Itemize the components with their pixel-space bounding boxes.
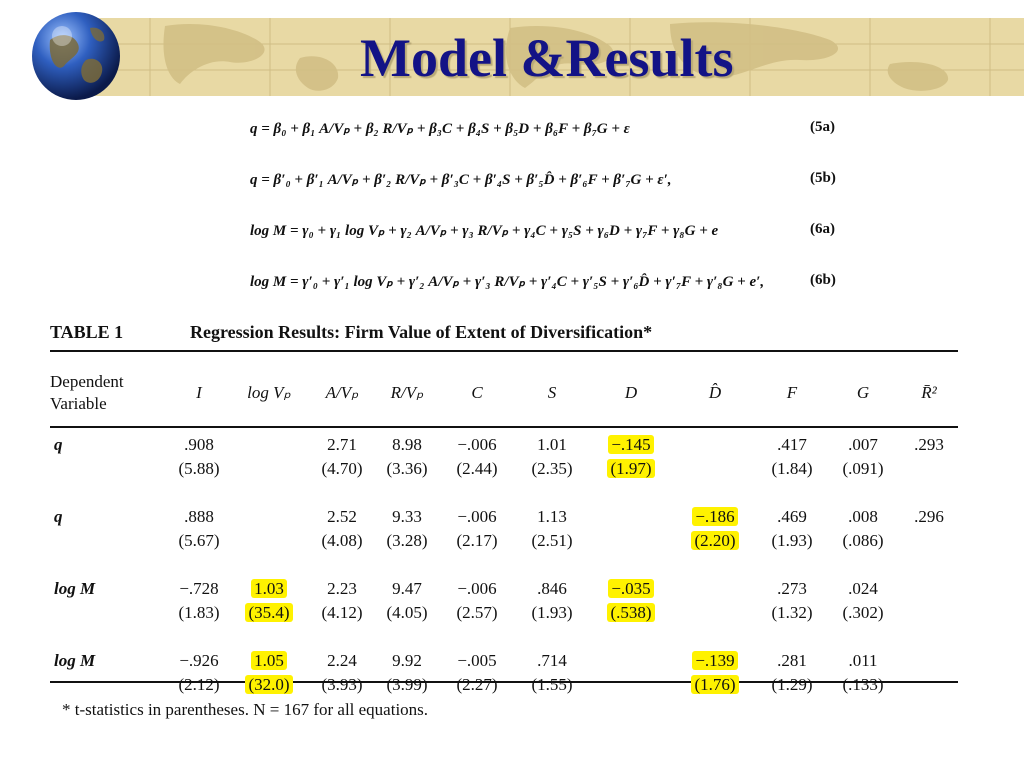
cell-value: 2.24 xyxy=(327,651,357,670)
table-caption: Regression Results: Firm Value of Extent of Diversification* xyxy=(190,322,653,342)
cell-value: 2.23 xyxy=(327,579,357,598)
tstat-cell xyxy=(516,673,588,697)
dependent-variable-cell: q xyxy=(54,507,63,526)
table-row-tstats xyxy=(50,457,960,481)
cell-value: 1.13 xyxy=(537,507,567,526)
tstat-cell xyxy=(828,673,898,697)
equation-5a xyxy=(240,105,850,156)
header-dependent-variable xyxy=(50,363,168,423)
coefficient-cell xyxy=(168,639,230,673)
tstat-cell xyxy=(898,673,960,697)
tstat-cell xyxy=(588,673,674,697)
dependent-variable-cell xyxy=(50,601,168,625)
tstat-cell xyxy=(438,601,516,625)
cell-value: (3.36) xyxy=(386,459,428,478)
slide-header xyxy=(0,0,1024,100)
coefficient-cell xyxy=(438,423,516,457)
tstat-cell xyxy=(308,457,376,481)
cell-value: (3.99) xyxy=(386,675,428,694)
cell-value: −.186 xyxy=(692,507,737,526)
coefficient-cell xyxy=(308,567,376,601)
coefficient-cell xyxy=(376,423,438,457)
tstat-cell xyxy=(230,457,308,481)
tstat-cell xyxy=(516,457,588,481)
header-label: R̄² xyxy=(921,383,937,402)
coefficient-cell xyxy=(756,423,828,457)
coefficient-cell xyxy=(230,639,308,673)
table-row-coefficients xyxy=(50,495,960,529)
cell-value: (2.57) xyxy=(456,603,498,622)
header-dv-line1: Dependent xyxy=(50,372,124,391)
tstat-cell xyxy=(674,673,756,697)
coefficient-cell xyxy=(898,423,960,457)
header-col xyxy=(828,363,898,423)
coefficient-cell xyxy=(308,639,376,673)
table-row-tstats xyxy=(50,601,960,625)
header-label: D xyxy=(624,383,638,402)
tstat-cell xyxy=(756,529,828,553)
model-equations xyxy=(240,105,850,309)
cell-value: (.538) xyxy=(607,603,654,622)
cell-value: (32.0) xyxy=(245,675,292,694)
cell-value: 8.98 xyxy=(392,435,422,454)
tstat-cell xyxy=(674,457,756,481)
dependent-variable-cell: q xyxy=(54,435,63,454)
header-label: A/Vₚ xyxy=(325,383,359,402)
equation-5b xyxy=(240,156,850,207)
cell-value: (1.55) xyxy=(531,675,573,694)
coefficient-cell xyxy=(756,639,828,673)
cell-value: −.005 xyxy=(457,651,497,670)
tstat-cell xyxy=(828,529,898,553)
cell-value: (.133) xyxy=(842,675,884,694)
cell-value: 9.47 xyxy=(392,579,422,598)
tstat-cell xyxy=(230,601,308,625)
tstat-cell xyxy=(898,457,960,481)
table-title xyxy=(50,322,652,343)
coefficient-cell xyxy=(308,495,376,529)
header-col xyxy=(230,363,308,423)
tstat-cell xyxy=(516,601,588,625)
tstat-cell xyxy=(588,601,674,625)
cell-value: .011 xyxy=(848,651,878,670)
dependent-variable-cell xyxy=(50,673,168,697)
tstat-cell xyxy=(588,457,674,481)
table-label: TABLE 1 xyxy=(50,322,124,342)
header-col xyxy=(588,363,674,423)
tstat-cell xyxy=(376,457,438,481)
header-col xyxy=(674,363,756,423)
table-row-coefficients xyxy=(50,567,960,601)
table-footnote: * t-statistics in parentheses. N = 167 for all equations. xyxy=(62,700,429,719)
tstat-cell xyxy=(898,529,960,553)
tstat-cell xyxy=(438,673,516,697)
equation-number: (6b) xyxy=(810,272,836,288)
coefficient-cell xyxy=(230,423,308,457)
equation-text: log M = γ₀ + γ₁ log Vₚ + γ₂ A/Vₚ + γ₃ R/Vₚ + γ₄C + γ₅S + γ₆D + γ₇F + γ₈G + e xyxy=(250,223,719,239)
cell-value: 9.33 xyxy=(392,507,422,526)
table-row-tstats xyxy=(50,529,960,553)
cell-value: .024 xyxy=(848,579,878,598)
header-col xyxy=(308,363,376,423)
cell-value: (1.93) xyxy=(531,603,573,622)
tstat-cell xyxy=(516,529,588,553)
cell-value: (2.12) xyxy=(178,675,220,694)
header-col xyxy=(376,363,438,423)
cell-value: −.728 xyxy=(179,579,219,598)
table-row-coefficients xyxy=(50,639,960,673)
coefficient-cell xyxy=(898,639,960,673)
row-spacer xyxy=(50,481,960,495)
cell-value: 1.03 xyxy=(251,579,287,598)
cell-value: .007 xyxy=(848,435,878,454)
coefficient-cell xyxy=(168,423,230,457)
cell-value: (2.51) xyxy=(531,531,573,550)
coefficient-cell xyxy=(516,495,588,529)
coefficient-cell xyxy=(438,567,516,601)
equation-text: q = β₀ + β₁ A/Vₚ + β₂ R/Vₚ + β₃C + β₄S + β₅D + β₆F + β₇G + ε xyxy=(250,121,630,137)
spacer-cell xyxy=(50,553,960,567)
cell-value: (.086) xyxy=(842,531,884,550)
coefficient-cell xyxy=(898,495,960,529)
coefficient-cell xyxy=(230,495,308,529)
header-label: G xyxy=(856,383,870,402)
tstat-cell xyxy=(230,529,308,553)
spacer-cell xyxy=(50,481,960,495)
header-label: C xyxy=(471,383,483,402)
tstat-cell xyxy=(674,529,756,553)
tstat-cell xyxy=(308,529,376,553)
dependent-variable-cell xyxy=(50,457,168,481)
tstat-cell xyxy=(828,601,898,625)
coefficient-cell xyxy=(168,567,230,601)
tstat-cell xyxy=(308,673,376,697)
coefficient-cell xyxy=(516,423,588,457)
regression-results-table xyxy=(50,363,960,697)
equation-number: (5b) xyxy=(810,170,836,186)
coefficient-cell xyxy=(828,423,898,457)
cell-value: (35.4) xyxy=(245,603,292,622)
cell-value: (2.20) xyxy=(691,531,738,550)
tstat-cell xyxy=(756,601,828,625)
cell-value: (1.83) xyxy=(178,603,220,622)
equation-6b xyxy=(240,258,850,309)
cell-value: (1.97) xyxy=(607,459,654,478)
tstat-cell xyxy=(756,673,828,697)
dependent-variable-cell: log M xyxy=(54,579,96,598)
cell-value: −.035 xyxy=(608,579,653,598)
coefficient-cell xyxy=(756,567,828,601)
cell-value: (4.12) xyxy=(321,603,363,622)
coefficient-cell xyxy=(674,567,756,601)
cell-value: (.302) xyxy=(842,603,884,622)
coefficient-cell xyxy=(230,567,308,601)
slide-title: Model &Results xyxy=(360,28,734,88)
cell-value: (2.44) xyxy=(456,459,498,478)
coefficient-cell xyxy=(828,567,898,601)
table-body xyxy=(50,423,960,697)
cell-value: .296 xyxy=(914,507,944,526)
spacer-cell xyxy=(50,625,960,639)
cell-value: .417 xyxy=(777,435,807,454)
cell-value: (1.76) xyxy=(691,675,738,694)
cell-value: 2.52 xyxy=(327,507,357,526)
cell-value: −.926 xyxy=(179,651,219,670)
row-spacer xyxy=(50,625,960,639)
tstat-cell xyxy=(168,601,230,625)
cell-value: (3.93) xyxy=(321,675,363,694)
cell-value: 1.05 xyxy=(251,651,287,670)
cell-value: (1.29) xyxy=(771,675,813,694)
cell-value: (1.84) xyxy=(771,459,813,478)
tstat-cell xyxy=(674,601,756,625)
table-row-coefficients xyxy=(50,423,960,457)
coefficient-cell xyxy=(438,495,516,529)
table-header-row xyxy=(50,363,960,423)
header-label: S xyxy=(547,383,557,402)
table-row-tstats xyxy=(50,673,960,697)
tstat-cell xyxy=(438,529,516,553)
cell-value: 9.92 xyxy=(392,651,422,670)
cell-value: (.091) xyxy=(842,459,884,478)
equation-number: (5a) xyxy=(810,119,835,135)
cell-value: .008 xyxy=(848,507,878,526)
cell-value: −.006 xyxy=(457,435,497,454)
cell-value: (5.88) xyxy=(178,459,220,478)
coefficient-cell xyxy=(756,495,828,529)
header-label: F xyxy=(786,383,798,402)
dependent-variable-cell xyxy=(50,529,168,553)
cell-value: −.139 xyxy=(692,651,737,670)
header-label: D̂ xyxy=(708,383,722,402)
coefficient-cell xyxy=(376,495,438,529)
equation-number: (6a) xyxy=(810,221,835,237)
tstat-cell xyxy=(756,457,828,481)
cell-value: .273 xyxy=(777,579,807,598)
coefficient-cell xyxy=(308,423,376,457)
cell-value: (4.05) xyxy=(386,603,428,622)
table-top-rule xyxy=(50,350,958,352)
coefficient-cell xyxy=(376,639,438,673)
dependent-variable-cell: log M xyxy=(54,651,96,670)
coefficient-cell xyxy=(588,495,674,529)
coefficient-cell xyxy=(588,423,674,457)
coefficient-cell xyxy=(828,639,898,673)
cell-value: .714 xyxy=(537,651,567,670)
header-label: log Vₚ xyxy=(247,383,291,402)
header-label: I xyxy=(196,383,202,402)
cell-value: 1.01 xyxy=(537,435,567,454)
equation-text: q = β′₀ + β′₁ A/Vₚ + β′₂ R/Vₚ + β′₃C + β′₄S + β′₅D̂ + β′₆F + β′₇G + ε′, xyxy=(250,172,672,188)
header-label: R/Vₚ xyxy=(390,383,424,402)
tstat-cell xyxy=(898,601,960,625)
coefficient-cell xyxy=(674,639,756,673)
coefficient-cell xyxy=(898,567,960,601)
cell-value: (2.35) xyxy=(531,459,573,478)
cell-value: (3.28) xyxy=(386,531,428,550)
tstat-cell xyxy=(376,601,438,625)
tstat-cell xyxy=(230,673,308,697)
header-col xyxy=(168,363,230,423)
coefficient-cell xyxy=(168,495,230,529)
cell-value: −.006 xyxy=(457,579,497,598)
tstat-cell xyxy=(168,673,230,697)
coefficient-cell xyxy=(516,567,588,601)
cell-value: .469 xyxy=(777,507,807,526)
cell-value: (5.67) xyxy=(178,531,220,550)
row-spacer xyxy=(50,553,960,567)
header-col xyxy=(756,363,828,423)
cell-value: −.145 xyxy=(608,435,653,454)
cell-value: 2.71 xyxy=(327,435,357,454)
coefficient-cell xyxy=(588,567,674,601)
coefficient-cell xyxy=(588,639,674,673)
cell-value: .281 xyxy=(777,651,807,670)
header-col xyxy=(898,363,960,423)
tstat-cell xyxy=(376,529,438,553)
cell-value: (2.27) xyxy=(456,675,498,694)
cell-value: .908 xyxy=(184,435,214,454)
cell-value: .846 xyxy=(537,579,567,598)
coefficient-cell xyxy=(376,567,438,601)
cell-value: (1.32) xyxy=(771,603,813,622)
coefficient-cell xyxy=(516,639,588,673)
cell-value: (2.17) xyxy=(456,531,498,550)
header-col xyxy=(438,363,516,423)
equation-text: log M = γ′₀ + γ′₁ log Vₚ + γ′₂ A/Vₚ + γ′₃ R/Vₚ + γ′₄C + γ′₅S + γ′₆D̂ + γ′₇F + γ′₈G + e′, xyxy=(250,274,765,290)
tstat-cell xyxy=(168,457,230,481)
cell-value: (4.08) xyxy=(321,531,363,550)
header-col xyxy=(516,363,588,423)
tstat-cell xyxy=(168,529,230,553)
coefficient-cell xyxy=(828,495,898,529)
tstat-cell xyxy=(588,529,674,553)
cell-value: .293 xyxy=(914,435,944,454)
cell-value: .888 xyxy=(184,507,214,526)
cell-value: −.006 xyxy=(457,507,497,526)
coefficient-cell xyxy=(674,495,756,529)
cell-value: (1.93) xyxy=(771,531,813,550)
cell-value: (4.70) xyxy=(321,459,363,478)
tstat-cell xyxy=(376,673,438,697)
header-dv-line2: Variable xyxy=(50,394,107,413)
globe-icon xyxy=(30,10,122,102)
tstat-cell xyxy=(438,457,516,481)
equation-6a xyxy=(240,207,850,258)
coefficient-cell xyxy=(438,639,516,673)
coefficient-cell xyxy=(674,423,756,457)
tstat-cell xyxy=(308,601,376,625)
tstat-cell xyxy=(828,457,898,481)
